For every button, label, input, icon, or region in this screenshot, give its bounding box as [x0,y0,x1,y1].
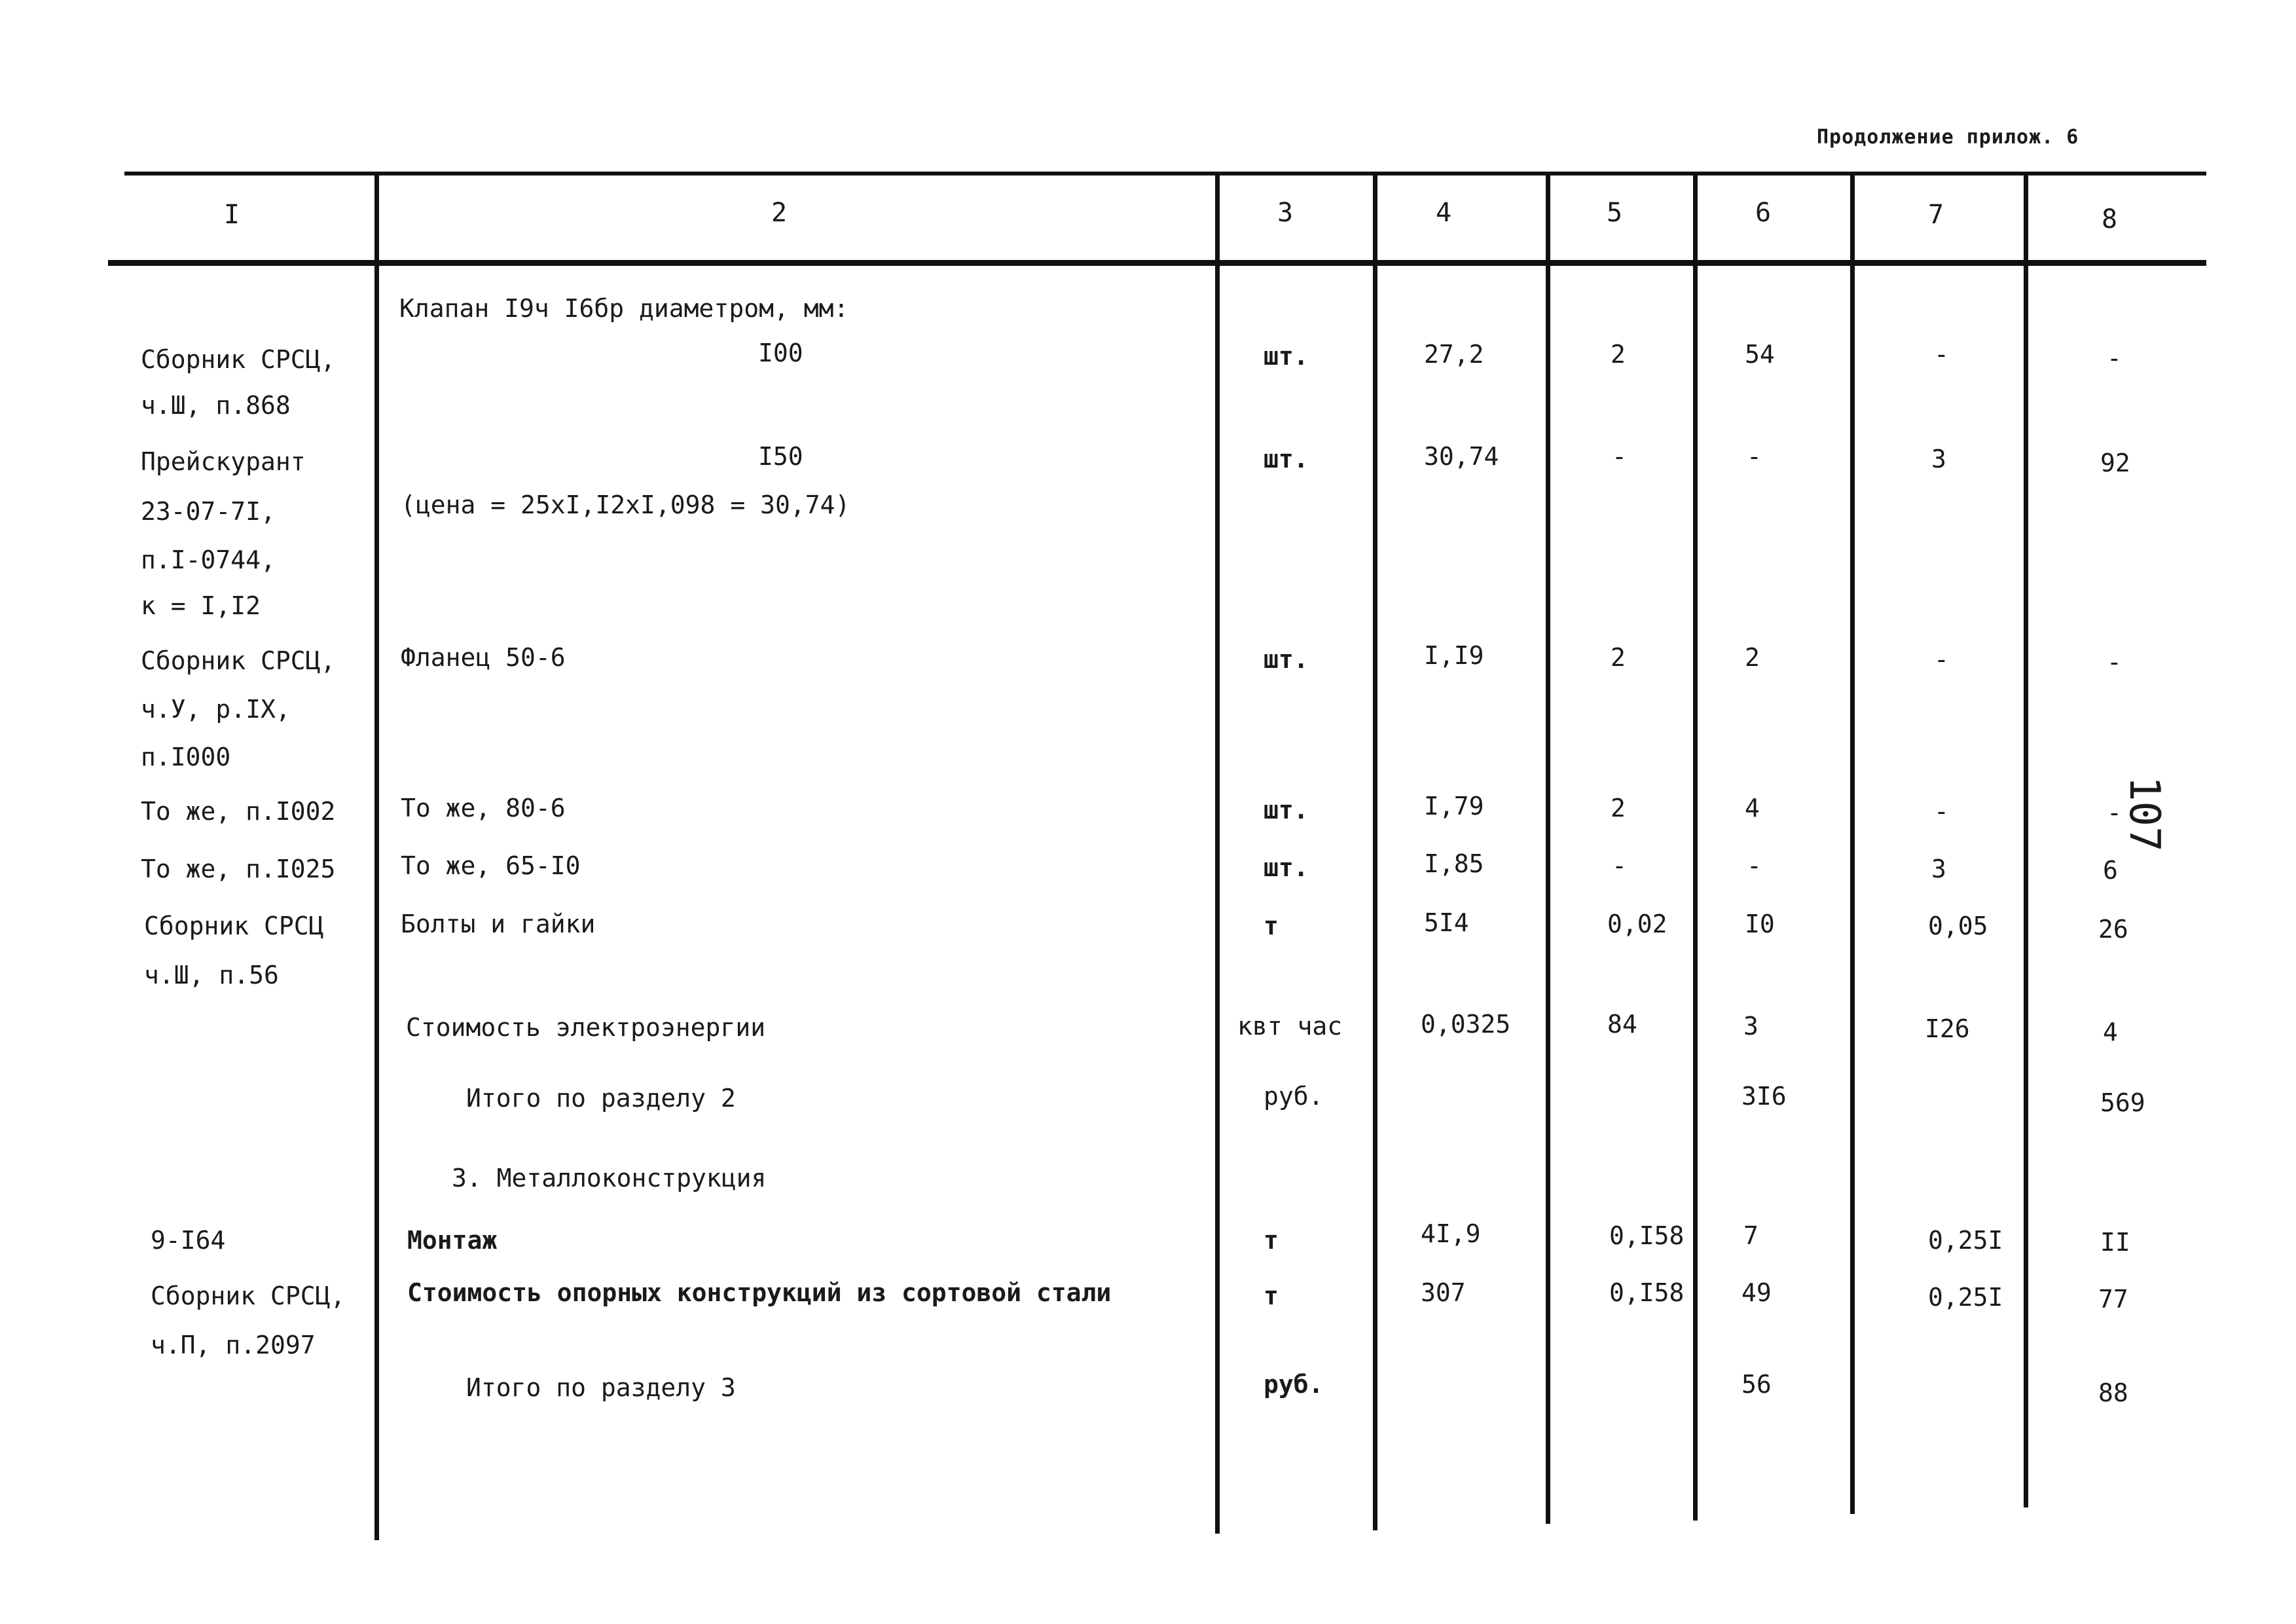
value-cell: - [2107,648,2122,676]
value-cell: 49 [1741,1278,1772,1307]
source-cell: ч.Ш, п.56 [144,961,279,989]
source-cell: 23-07-7I, [141,497,276,526]
section-heading: 3. Металлоконструкция [452,1164,767,1192]
value-cell: 3 [1743,1012,1758,1041]
value-cell: 26 [2098,915,2128,944]
unit-cell: т [1264,1226,1279,1255]
unit-cell: шт. [1264,342,1309,371]
unit-cell: руб. [1264,1082,1324,1111]
unit-cell: руб. [1264,1370,1324,1399]
source-cell: ч.У, р.IX, [141,695,291,724]
value-cell: - [1747,851,1762,880]
column-header: 3 [1277,198,1294,228]
value-cell: II [2100,1228,2130,1257]
source-cell: Сборник СРСЦ, [141,345,336,374]
value-cell: 2 [1611,643,1626,672]
column-divider [1373,172,1377,1530]
column-header: 8 [2102,204,2118,234]
value-cell: - [2107,798,2122,827]
source-cell: 9-I64 [151,1226,226,1255]
source-cell: ч.Ш, п.868 [141,391,291,420]
value-cell: 0,05 [1928,912,1988,940]
source-cell: к = I,I2 [141,591,261,620]
value-cell: 7 [1743,1221,1758,1250]
source-cell: ч.П, п.2097 [151,1331,316,1359]
description-cell: I00 [758,339,803,367]
value-cell: 0,0325 [1421,1010,1511,1039]
column-header: 2 [771,198,788,228]
column-divider [2024,172,2028,1507]
value-cell: - [1747,442,1762,471]
value-cell: 0,02 [1607,910,1667,938]
subtotal-label: Итого по разделу 3 [466,1373,736,1402]
value-cell: - [1934,340,1949,369]
column-header: I [224,200,240,230]
value-cell: 84 [1607,1010,1637,1039]
column-header: 5 [1607,198,1623,228]
value-cell: 0,I58 [1609,1221,1685,1250]
page-number: 107 [2120,776,2168,852]
source-cell: То же, п.I002 [141,797,336,826]
value-cell: 30,74 [1424,442,1499,471]
value-cell: 3 [1931,855,1946,883]
value-cell: 56 [1741,1370,1772,1399]
column-divider [1215,172,1220,1534]
source-cell: п.I-0744, [141,545,276,574]
unit-cell: т [1264,912,1279,940]
value-cell: - [1934,797,1949,826]
column-divider [1850,172,1855,1514]
value-cell: 5I4 [1424,908,1469,937]
description-cell: Фланец 50-6 [401,643,566,672]
value-cell: 0,25I [1928,1226,2003,1255]
unit-cell: шт. [1264,853,1309,882]
source-cell: п.I000 [141,743,231,771]
value-cell: - [1612,851,1627,880]
description-cell: Стоимость электроэнергии [406,1013,766,1042]
column-divider [374,172,379,1540]
value-cell: - [2107,344,2122,373]
value-cell: - [1612,442,1627,471]
unit-cell: т [1264,1282,1279,1310]
column-divider [1693,172,1698,1521]
source-cell: Прейскурант [141,447,306,476]
description-cell: Болты и гайки [401,910,596,938]
value-cell: 0,I58 [1609,1278,1685,1307]
subtotal-label: Итого по разделу 2 [466,1084,736,1113]
value-cell: 569 [2100,1088,2145,1117]
value-cell: 2 [1611,340,1626,369]
value-cell: 4 [2103,1018,2118,1046]
value-cell: 4I,9 [1421,1219,1481,1248]
value-cell: - [1934,645,1949,674]
value-cell: I,79 [1424,792,1484,821]
description-cell: То же, 65-I0 [401,851,581,880]
value-cell: 54 [1745,340,1775,369]
value-cell: 0,25I [1928,1283,2003,1312]
description-cell: Монтаж [407,1226,498,1255]
value-cell: 4 [1745,794,1760,822]
value-cell: 27,2 [1424,340,1484,369]
description-cell: Стоимость опорных конструкций из сортовой стали [407,1278,1112,1307]
description-cell: I50 [758,442,803,471]
source-cell: Сборник СРСЦ, [151,1282,346,1310]
source-cell: Сборник СРСЦ [144,912,324,940]
value-cell: 88 [2098,1378,2128,1407]
source-cell: То же, п.I025 [141,855,336,883]
value-cell: 92 [2100,449,2130,477]
value-cell: I,85 [1424,849,1484,878]
unit-cell: шт. [1264,645,1309,674]
value-cell: I,I9 [1424,641,1484,670]
table-top-rule [124,172,2206,175]
value-cell: 6 [2103,856,2118,885]
column-divider [1546,172,1550,1524]
description-cell: (цена = 25xI,I2xI,098 = 30,74) [401,490,850,519]
unit-cell: шт. [1264,445,1309,473]
header-bottom-rule [108,260,2206,266]
unit-cell: квт час [1237,1012,1343,1041]
value-cell: 77 [2098,1285,2128,1314]
description-cell: То же, 80-6 [401,794,566,822]
section-subheading: Клапан I9ч I6бр диаметром, мм: [399,294,849,323]
value-cell: 307 [1421,1278,1466,1307]
value-cell: 3 [1931,445,1946,473]
source-cell: Сборник СРСЦ, [141,646,336,675]
column-header: 6 [1755,198,1772,228]
column-header: 7 [1928,200,1944,230]
value-cell: I0 [1745,910,1775,938]
column-header: 4 [1436,198,1452,228]
value-cell: 3I6 [1741,1082,1787,1111]
value-cell: 2 [1745,643,1760,672]
value-cell: I26 [1925,1014,1970,1043]
unit-cell: шт. [1264,796,1309,824]
value-cell: 2 [1611,794,1626,822]
continuation-note: Продолжение прилож. 6 [1817,126,2079,149]
